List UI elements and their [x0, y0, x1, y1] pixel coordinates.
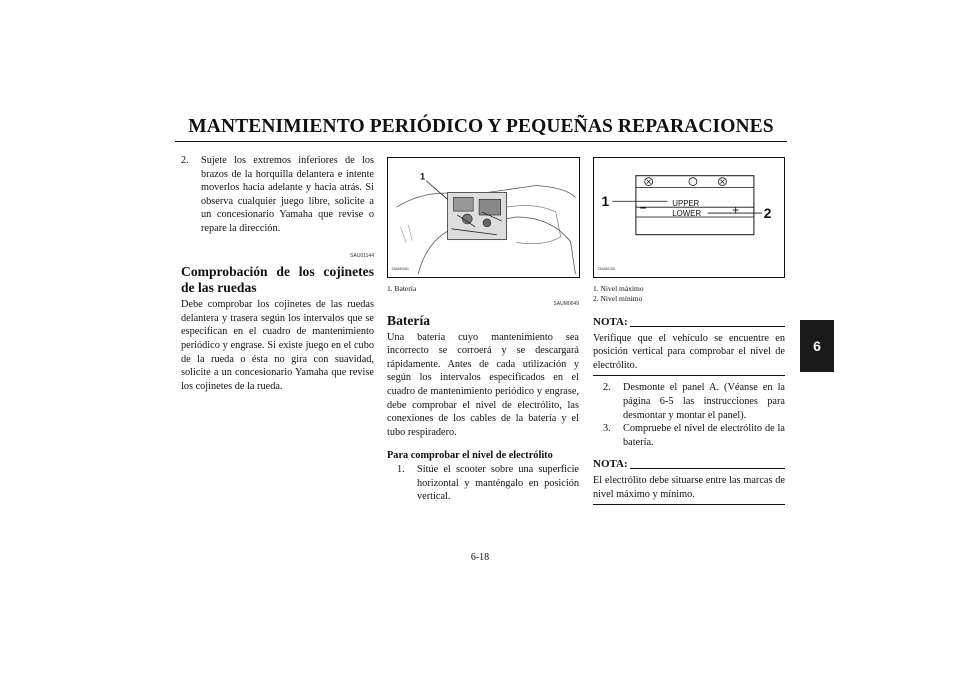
step-1-position [387, 463, 579, 504]
step-number: 2. [603, 382, 611, 394]
section-title-battery: Batería [387, 312, 431, 328]
step-number: 2. [181, 155, 189, 166]
subsection-title: Para comprobar el nivel de electrólito [387, 450, 553, 462]
note-2-rule [593, 504, 785, 505]
caption-max-level: 1. Nivel máximo [593, 284, 644, 293]
lower-level-callout: 2 [763, 205, 772, 221]
section-code: SAUM0049 [553, 301, 579, 307]
step-text: Sitúe el scooter sobre una superficie horizontal y manténgalo en posición vertical. [417, 463, 579, 503]
column-1 [181, 154, 374, 393]
figure-code: ZAUM0106 [597, 267, 615, 272]
step-3-check-level [593, 422, 785, 449]
note-2-text: El electrólito debe situarse entre las marcas de nivel máximo y mínimo. [593, 474, 785, 500]
note-1-text: Verifique que el vehículo se encuentre en posición vertical para comprobar el nivel de electrólito. [593, 332, 785, 371]
note-label: NOTA: [593, 458, 628, 471]
minus-terminal-label: – [639, 200, 647, 215]
section-body: Debe comprobar los cojinetes de las ruedas delantera y trasera según los intervalos que se especifican en el cuadro de mantenimiento periódico y engrase. Si existe juego en el cubo de la rueda o ésta no gira con suavidad, solicite a un concesionario Yamaha que revise los cojinetes de la rueda. [181, 299, 374, 392]
note-label: NOTA: [593, 316, 628, 328]
step-text: Compruebe el nivel de electrólito de la batería. [623, 423, 785, 448]
header-rule [175, 141, 787, 142]
upper-level-callout: 1 [601, 194, 610, 210]
note-1-rule [593, 375, 785, 376]
step-number: 1. [397, 463, 405, 475]
page-header-title: MANTENIMIENTO PERIÓDICO Y PEQUEÑAS REPARACIONES [188, 116, 774, 137]
battery-figure-caption: 1. Batería [387, 284, 417, 293]
column-3 [593, 314, 785, 510]
plus-terminal-label: + [732, 203, 740, 218]
battery-photo-illustration [388, 158, 579, 277]
step-2-panel [593, 381, 785, 422]
step-text: Desmonte el panel A. (Véanse en la página 6-5 las instrucciones para desmontar y montar el panel). [623, 382, 785, 421]
caption-min-level: 2. Nivel mínimo [593, 294, 643, 303]
column-2 [387, 298, 579, 504]
step-2-steering [181, 154, 374, 236]
page-number: 6-18 [470, 552, 490, 563]
battery-location-figure [387, 157, 580, 278]
note-2-header [593, 458, 785, 472]
chapter-tab[interactable]: 6 [800, 320, 834, 372]
note-line [630, 468, 785, 469]
section-body: Una batería cuyo mantenimiento sea incorrecto se corroerá y se descargará rápidamente. Antes de cada utilización y según los intervalos especificados en el cuadro de mantenimiento periódico y engrase, debe comprobar el nivel de electrólito, las conexiones de los cables de la batería y el tubo respiradero. [387, 331, 579, 438]
upper-level-label: UPPER [672, 199, 700, 209]
note-line [630, 326, 785, 327]
section-title-wheel-bearings: Comprobación de los cojinetes de las ruedas [181, 264, 374, 296]
electrolyte-level-figure [593, 157, 785, 278]
note-1-header [593, 316, 785, 330]
battery-callout-number: 1 [420, 171, 425, 182]
section-code: SAU01144 [350, 252, 374, 259]
battery-level-diagram [594, 158, 784, 277]
step-text: Sujete los extremos inferiores de los brazos de la horquilla delantera e intente moverlos hacia adelante y hacia atrás. Si observa cualquier juego libre, solicite a un concesionario Yamaha que revise o repare la dirección. [201, 155, 374, 234]
level-figure-caption [593, 284, 644, 304]
lower-level-label: LOWER [672, 209, 702, 219]
step-number: 3. [603, 423, 611, 435]
figure-code: ZAUM0081 [391, 267, 409, 272]
